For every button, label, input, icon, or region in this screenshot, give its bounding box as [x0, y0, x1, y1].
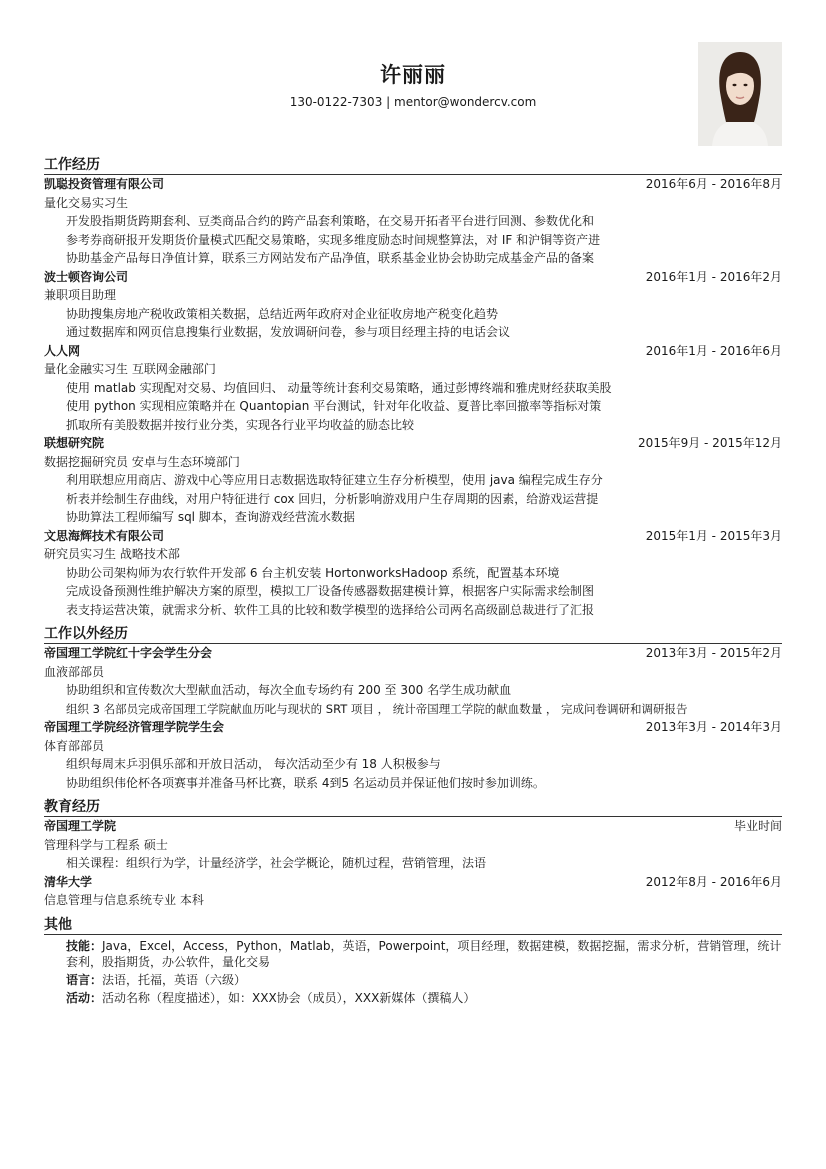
work-entry-header — [44, 342, 782, 361]
resume-page — [44, 0, 782, 1008]
skills-item — [66, 938, 782, 971]
contact-line: 130-0122-7303 | mentor@wondercv.com — [289, 95, 537, 109]
bullet-item: • 开发股指期货跨期套利、豆类商品合约的跨产品套利策略，在交易开拓者平台进行回测、参数优化和 — [66, 212, 782, 231]
date-range: 2013年3月 - 2015年2月 — [645, 646, 782, 660]
bullet-item: • 协助组织和宣传数次大型献血活动，每次全血专场约有 200 至 300 名学生成功献血 — [66, 681, 782, 700]
organization-name: 人人网 — [44, 343, 81, 358]
organization-name: 凯聪投资管理有限公司 — [44, 177, 165, 191]
work-section — [44, 154, 782, 619]
bullet-item: • 协助公司架构师为农行软件开发部 6 台主机安装 HortonworksHadoop 系统，配置基本环境 — [66, 564, 782, 583]
bullet-item: • 组织每周末乒羽俱乐部和开放日活动， 每次活动至少有 18 人积极参与 — [66, 755, 782, 774]
bullet-list — [44, 305, 782, 342]
organization-name: 波士顿咨询公司 — [44, 269, 129, 284]
bullet-item: • 使用 matlab 实现配对交易、均值回归、 动量等统计套利交易策略，通过彭博终端和雅虎财经获取美股 — [66, 379, 782, 398]
language-label: 语言： — [66, 972, 103, 987]
extra-entry-header — [44, 644, 782, 663]
language-item — [66, 971, 782, 990]
role-title: 兼职项目助理 — [44, 288, 117, 302]
date-range: 2013年3月 - 2014年3月 — [645, 720, 782, 734]
person-photo-icon — [698, 42, 782, 146]
bullet-item: • 利用联想应用商店、游戏中心等应用日志数据选取特征建立生存分析模型，使用 java 编程完成生存分 — [66, 471, 782, 490]
education-section — [44, 796, 782, 910]
work-entry-header — [44, 434, 782, 453]
bullet-item: • 协助搜集房地产税收政策相关数据，总结近两年政府对企业征收房地产税变化趋势 — [66, 305, 782, 324]
work-entry-header — [44, 175, 782, 194]
extra-section-title: 工作以外经历 — [44, 623, 782, 644]
role-title: 体育部部员 — [44, 738, 105, 753]
role-title: 数据挖掘研究员 安卓与生态环境部门 — [44, 454, 240, 469]
education-entry-header — [44, 873, 782, 892]
skills-label: 技能： — [66, 938, 103, 953]
bullet-item: • 通过数据库和网页信息搜集行业数据，发放调研问卷，参与项目经理主持的电话会议 — [66, 323, 782, 342]
bullet-item: • 完成设备预测性维护解决方案的原型，模拟工厂设备传感器数据建模计算，根据客户实际需求绘制图 — [66, 582, 782, 601]
activity-item — [66, 989, 782, 1008]
organization-name: 帝国理工学院经济管理学院学生会 — [44, 720, 225, 734]
work-entry-header — [44, 268, 782, 287]
date-range: 2012年8月 - 2016年6月 — [645, 874, 782, 889]
activity-label: 活动： — [66, 991, 103, 1005]
role-title: 量化金融实习生 互联网金融部门 — [44, 362, 216, 376]
profile-photo — [698, 42, 782, 146]
organization-name: 文思海辉技术有限公司 — [44, 528, 165, 543]
bullet-item: • 协助基金产品每日净值计算，联系三方网站发布产品净值，联系基金业协会协助完成基金产品的备案 — [66, 249, 782, 268]
bullet-item: • 抓取所有美股数据并按行业分类，实现各行业平均收益的励态比较 — [66, 416, 782, 435]
skills-value: Java，Excel，Access，Python，Matlab，英语，Powerpoint，项目经理，数据建模，数据挖掘，需求分析，营销管理，统计套利，股指期货，办公软件，量化交易 — [66, 938, 782, 969]
bullet-item: • 使用 python 实现相应策略并在 Quantopian 平台测试，针对年化收益、夏普比率回撤率等指标对策 — [66, 397, 782, 416]
candidate-name: 许丽丽 — [380, 63, 446, 87]
date-range: 2016年1月 - 2016年6月 — [645, 343, 782, 358]
bullet-item: • 相关课程：组织行为学，计量经济学，社会学概论，随机过程，营销管理，法语 — [66, 854, 782, 873]
education-entry-header — [44, 817, 782, 836]
other-section-title: 其他 — [44, 914, 782, 935]
date-range: 2016年1月 - 2016年2月 — [645, 269, 782, 284]
bullet-item: • 析表并绘制生存曲线，对用户特征进行 cox 回归，分析影响游戏用户生存周期的因素，给游戏运营提 — [66, 490, 782, 509]
extra-entry-header — [44, 718, 782, 737]
bullet-item: • 协助组织伟伦杯各项赛事并准备马杯比赛，联系 4到5 名运动员并保证他们按时参加训练。 — [66, 774, 782, 793]
organization-name: 联想研究院 — [44, 436, 105, 450]
bullet-list — [44, 681, 782, 718]
date-range: 2016年6月 - 2016年8月 — [645, 177, 782, 191]
bullet-item: • 组织 3 名部员完成帝国理工学院献血历叱与现状的 SRT 项目 ， 统计帝国理工学院的献血数量 ， 完成问卷调研和调研报告 — [66, 700, 782, 719]
resume-header — [44, 0, 782, 110]
work-section-title: 工作经历 — [44, 154, 782, 175]
date-range: 毕业时间 — [733, 819, 782, 833]
language-value: 法语，托福，英语（六级） — [102, 972, 247, 987]
bullet-item: • 协助算法工程师编写 sql 脚本，查询游戏经营流水数据 — [66, 508, 782, 527]
bullet-list — [44, 212, 782, 268]
other-section — [44, 914, 782, 1008]
role-title: 血液部部员 — [44, 664, 105, 679]
bullet-item: • 表支持运营决策，就需求分析、软件工具的比较和数学模型的选择给公司两名高级副总裁进行了汇报 — [66, 601, 782, 620]
bullet-list — [44, 564, 782, 620]
education-section-title: 教育经历 — [44, 796, 782, 817]
bullet-list — [44, 471, 782, 527]
degree-title: 管理科学与工程系 硕士 — [44, 837, 168, 852]
school-name: 帝国理工学院 — [44, 819, 117, 833]
extra-section — [44, 623, 782, 792]
organization-name: 帝国理工学院红十字会学生分会 — [44, 646, 213, 660]
role-title: 量化交易实习生 — [44, 195, 129, 210]
other-list — [44, 938, 782, 1008]
school-name: 清华大学 — [44, 874, 93, 889]
work-entry-header — [44, 527, 782, 546]
bullet-list — [44, 379, 782, 435]
bullet-list — [44, 854, 782, 873]
date-range: 2015年9月 - 2015年12月 — [638, 436, 782, 450]
bullet-list — [44, 755, 782, 792]
date-range: 2015年1月 - 2015年3月 — [645, 528, 782, 543]
bullet-item: • 参考券商研报开发期货价量模式匹配交易策略，实现多维度励态时间规整算法，对 IF 和沪铜等资产进 — [66, 231, 782, 250]
degree-title: 信息管理与信息系统专业 本科 — [44, 893, 204, 907]
activity-value: 活动名称（程度描述），如：XXX协会（成员），XXX新媒体（撰稿人） — [102, 991, 476, 1005]
role-title: 研究员实习生 战略技术部 — [44, 547, 180, 561]
